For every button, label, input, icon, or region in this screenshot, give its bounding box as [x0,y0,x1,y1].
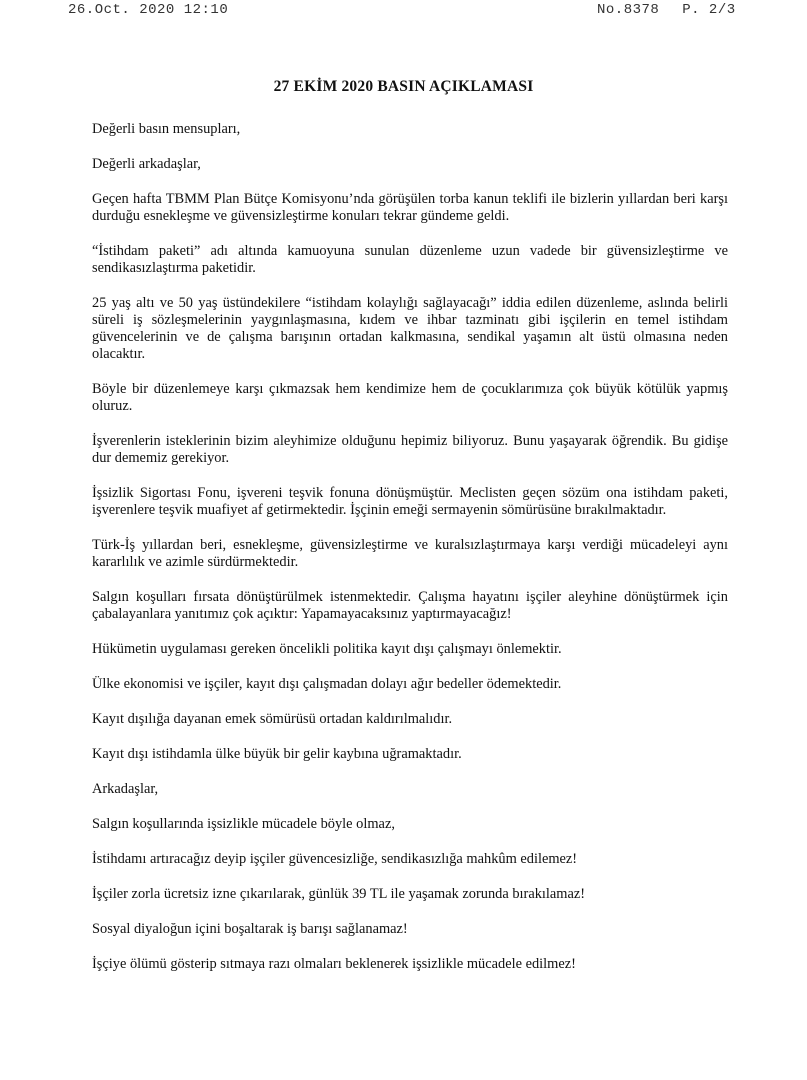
paragraph: Geçen hafta TBMM Plan Bütçe Komisyonu’nda görüşülen torba kanun teklifi ile bizlerin yıllardan beri karşı durduğu esnekleşme ve güvensizleştirme konuları tekrar gündeme geldi. [92,191,728,224]
paragraph: Türk-İş yıllardan beri, esnekleşme, güvensizleştirme ve kuralsızlaştırmaya karşı verdiği mücadeleyi aynı kararlılık ve azimle sürdürmektedir. [92,537,728,570]
paragraph-salutation-friends: Değerli arkadaşlar, [92,156,201,172]
paragraph: Böyle bir düzenlemeye karşı çıkmazsak hem kendimize hem de çocuklarımıza çok büyük kötülük yapmış oluruz. [92,381,728,414]
fax-number: No.8378 [597,2,660,18]
fax-date-time: 26.Oct. 2020 12:10 [68,2,229,18]
fax-header [0,2,807,24]
paragraph: Kayıt dışı istihdamla ülke büyük bir gelir kaybına uğramaktadır. [92,746,462,762]
paragraph: Ülke ekonomisi ve işçiler, kayıt dışı çalışmadan dolayı ağır bedeller ödemektedir. [92,676,562,692]
paragraph: İşçiye ölümü gösterip sıtmaya razı olmaları beklenerek işsizlikle mücadele edilmez! [92,956,576,972]
paragraph: Salgın koşullarında işsizlikle mücadele böyle olmaz, [92,816,395,832]
paragraph: Sosyal diyaloğun içini boşaltarak iş barışı sağlanamaz! [92,921,408,937]
paragraph: Arkadaşlar, [92,781,159,797]
fax-page-info [597,2,750,18]
paragraph: İstihdamı artıracağız deyip işçiler güvencesizliğe, sendikasızlığa mahkûm edilemez! [92,851,578,867]
paragraph: Kayıt dışılığa dayanan emek sömürüsü ortadan kaldırılmalıdır. [92,711,453,727]
paragraph: Salgın koşulları fırsata dönüştürülmek istenmektedir. Çalışma hayatını işçiler aleyhine dönüştürmek için çabalayanlara yanıtımız çok açıktır: Yapamayacaksınız yaptırmayacağız! [92,589,728,622]
document-body [92,121,728,973]
paragraph: İşçiler zorla ücretsiz izne çıkarılarak, günlük 39 TL ile yaşamak zorunda bırakılamaz! [92,886,586,902]
paragraph-salutation-press: Değerli basın mensupları, [92,121,241,137]
paragraph: İşsizlik Sigortası Fonu, işvereni teşvik fonuna dönüşmüştür. Meclisten geçen sözüm ona istihdam paketi, işverenlere teşvik muafiyet af getirmektedir. İşçinin emeği sermayenin sömürüsüne bırakılmaktadır. [92,485,728,518]
document-title: 27 EKİM 2020 BASIN AÇIKLAMASI [273,78,534,95]
paragraph: Hükümetin uygulaması gereken öncelikli politika kayıt dışı çalışmayı önlemektir. [92,641,562,657]
paragraph: 25 yaş altı ve 50 yaş üstündekilere “istihdam kolaylığı sağlayacağı” iddia edilen düzenleme, aslında belirli süreli iş sözleşmelerinin yaygınlaşmasına, kıdem ve ihbar tazminatı gibi işçilerin en temel istihdam güvencelerinin ve de çalışma barışının ortadan kalkmasına, sendikal yaşamın alt üstü olmasına neden olacaktır. [92,295,728,362]
fax-page-number: P. 2/3 [682,2,736,18]
paragraph: İşverenlerin isteklerinin bizim aleyhimize olduğunu hepimiz biliyoruz. Bunu yaşayarak öğrendik. Bu gidişe dur dememiz gerekiyor. [92,433,728,466]
paragraph: “İstihdam paketi” adı altında kamuoyuna sunulan düzenleme uzun vadede bir güvensizleştirme ve sendikasızlaştırma paketidir. [92,243,728,276]
